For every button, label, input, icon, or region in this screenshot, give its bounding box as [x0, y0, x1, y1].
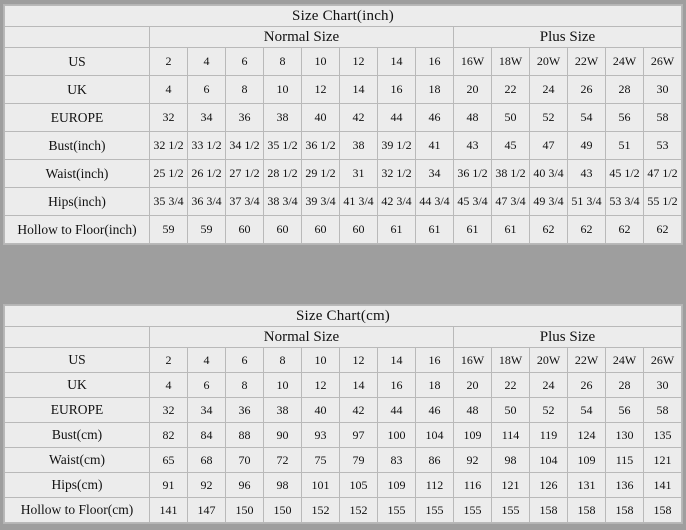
- data-cell: 70: [226, 448, 264, 473]
- data-cell: 16: [416, 348, 454, 373]
- data-cell: 53: [644, 132, 682, 160]
- data-cell: 46: [416, 398, 454, 423]
- data-cell: 100: [378, 423, 416, 448]
- data-cell: 62: [530, 216, 568, 244]
- data-cell: 60: [226, 216, 264, 244]
- data-cell: 34: [416, 160, 454, 188]
- size-chart-inch-table: [4, 5, 682, 244]
- data-cell: 14: [340, 373, 378, 398]
- data-cell: 22W: [568, 48, 606, 76]
- data-cell: 40: [302, 398, 340, 423]
- data-cell: 126: [530, 473, 568, 498]
- data-cell: 28: [606, 76, 644, 104]
- data-cell: 20: [454, 76, 492, 104]
- row-label: Hollow to Floor(cm): [5, 498, 150, 523]
- data-cell: 29 1/2: [302, 160, 340, 188]
- data-cell: 24: [530, 373, 568, 398]
- data-cell: 135: [644, 423, 682, 448]
- data-cell: 30: [644, 76, 682, 104]
- data-cell: 36: [226, 104, 264, 132]
- row-label: US: [5, 48, 150, 76]
- data-cell: 34: [188, 104, 226, 132]
- data-cell: 14: [378, 48, 416, 76]
- size-chart-cm: [3, 304, 683, 524]
- data-cell: 12: [302, 76, 340, 104]
- data-cell: 155: [454, 498, 492, 523]
- data-cell: 88: [226, 423, 264, 448]
- data-cell: 6: [226, 48, 264, 76]
- data-cell: 130: [606, 423, 644, 448]
- data-cell: 158: [644, 498, 682, 523]
- table-row: [5, 398, 682, 423]
- data-cell: 39 1/2: [378, 132, 416, 160]
- data-cell: 44: [378, 398, 416, 423]
- data-cell: 60: [264, 216, 302, 244]
- data-cell: 82: [150, 423, 188, 448]
- data-cell: 112: [416, 473, 454, 498]
- data-cell: 56: [606, 398, 644, 423]
- data-cell: 155: [416, 498, 454, 523]
- data-cell: 14: [340, 76, 378, 104]
- row-label: Hips(cm): [5, 473, 150, 498]
- data-cell: 97: [340, 423, 378, 448]
- data-cell: 61: [492, 216, 530, 244]
- data-cell: 36 1/2: [302, 132, 340, 160]
- row-label: US: [5, 348, 150, 373]
- data-cell: 121: [492, 473, 530, 498]
- data-cell: 26: [568, 76, 606, 104]
- chart-group-row: [5, 327, 682, 348]
- data-cell: 116: [454, 473, 492, 498]
- data-cell: 61: [378, 216, 416, 244]
- data-cell: 30: [644, 373, 682, 398]
- data-cell: 10: [302, 348, 340, 373]
- data-cell: 6: [226, 348, 264, 373]
- chart-title-row: [5, 306, 682, 327]
- data-cell: 39 3/4: [302, 188, 340, 216]
- data-cell: 46: [416, 104, 454, 132]
- data-cell: 52: [530, 398, 568, 423]
- data-cell: 58: [644, 104, 682, 132]
- chart-spacer: [3, 272, 683, 278]
- data-cell: 72: [264, 448, 302, 473]
- data-cell: 25 1/2: [150, 160, 188, 188]
- data-cell: 62: [606, 216, 644, 244]
- data-cell: 24W: [606, 348, 644, 373]
- data-cell: 124: [568, 423, 606, 448]
- data-cell: 16: [378, 76, 416, 104]
- data-cell: 41 3/4: [340, 188, 378, 216]
- row-label: UK: [5, 373, 150, 398]
- data-cell: 22: [492, 76, 530, 104]
- data-cell: 105: [340, 473, 378, 498]
- data-cell: 36 1/2: [454, 160, 492, 188]
- row-label: Hollow to Floor(inch): [5, 216, 150, 244]
- chart-title-row: [5, 6, 682, 27]
- row-label: EUROPE: [5, 398, 150, 423]
- data-cell: 75: [302, 448, 340, 473]
- data-cell: 38 1/2: [492, 160, 530, 188]
- data-cell: 26W: [644, 348, 682, 373]
- table-row: [5, 473, 682, 498]
- data-cell: 44: [378, 104, 416, 132]
- chart-group-header: Normal Size: [150, 327, 454, 348]
- data-cell: 40 3/4: [530, 160, 568, 188]
- data-cell: 20W: [530, 48, 568, 76]
- data-cell: 50: [492, 104, 530, 132]
- data-cell: 53 3/4: [606, 188, 644, 216]
- data-cell: 131: [568, 473, 606, 498]
- data-cell: 47 3/4: [492, 188, 530, 216]
- data-cell: 91: [150, 473, 188, 498]
- data-cell: 10: [302, 48, 340, 76]
- data-cell: 60: [340, 216, 378, 244]
- row-label: Bust(cm): [5, 423, 150, 448]
- data-cell: 90: [264, 423, 302, 448]
- data-cell: 136: [606, 473, 644, 498]
- data-cell: 60: [302, 216, 340, 244]
- data-cell: 79: [340, 448, 378, 473]
- data-cell: 158: [530, 498, 568, 523]
- data-cell: 10: [264, 373, 302, 398]
- data-cell: 62: [644, 216, 682, 244]
- row-label: EUROPE: [5, 104, 150, 132]
- data-cell: 114: [492, 423, 530, 448]
- data-cell: 83: [378, 448, 416, 473]
- data-cell: 51 3/4: [568, 188, 606, 216]
- data-cell: 45 1/2: [606, 160, 644, 188]
- data-cell: 8: [264, 48, 302, 76]
- data-cell: 8: [264, 348, 302, 373]
- chart-group-header: Normal Size: [150, 27, 454, 48]
- data-cell: 18: [416, 373, 454, 398]
- data-cell: 48: [454, 398, 492, 423]
- data-cell: 92: [454, 448, 492, 473]
- data-cell: 141: [644, 473, 682, 498]
- table-row: [5, 160, 682, 188]
- data-cell: 43: [454, 132, 492, 160]
- data-cell: 16: [416, 48, 454, 76]
- data-cell: 4: [150, 76, 188, 104]
- data-cell: 4: [188, 48, 226, 76]
- data-cell: 59: [150, 216, 188, 244]
- data-cell: 8: [226, 373, 264, 398]
- data-cell: 12: [302, 373, 340, 398]
- data-cell: 158: [606, 498, 644, 523]
- table-row: [5, 216, 682, 244]
- data-cell: 16: [378, 373, 416, 398]
- data-cell: 36 3/4: [188, 188, 226, 216]
- data-cell: 40: [302, 104, 340, 132]
- data-cell: 28: [606, 373, 644, 398]
- data-cell: 150: [264, 498, 302, 523]
- data-cell: 52: [530, 104, 568, 132]
- data-cell: 86: [416, 448, 454, 473]
- data-cell: 38: [264, 398, 302, 423]
- data-cell: 109: [568, 448, 606, 473]
- chart-group-header: Plus Size: [454, 327, 682, 348]
- data-cell: 54: [568, 398, 606, 423]
- data-cell: 42: [340, 398, 378, 423]
- table-row: [5, 132, 682, 160]
- table-row: [5, 188, 682, 216]
- data-cell: 12: [340, 48, 378, 76]
- data-cell: 38 3/4: [264, 188, 302, 216]
- data-cell: 36: [226, 398, 264, 423]
- data-cell: 16W: [454, 48, 492, 76]
- data-cell: 119: [530, 423, 568, 448]
- data-cell: 18: [416, 76, 454, 104]
- data-cell: 68: [188, 448, 226, 473]
- data-cell: 155: [492, 498, 530, 523]
- data-cell: 27 1/2: [226, 160, 264, 188]
- data-cell: 41: [416, 132, 454, 160]
- data-cell: 50: [492, 398, 530, 423]
- data-cell: 45: [492, 132, 530, 160]
- table-row: [5, 423, 682, 448]
- data-cell: 34 1/2: [226, 132, 264, 160]
- data-cell: 58: [644, 398, 682, 423]
- data-cell: 28 1/2: [264, 160, 302, 188]
- data-cell: 96: [226, 473, 264, 498]
- data-cell: 61: [416, 216, 454, 244]
- data-cell: 32: [150, 398, 188, 423]
- data-cell: 18W: [492, 48, 530, 76]
- data-cell: 35 1/2: [264, 132, 302, 160]
- data-cell: 141: [150, 498, 188, 523]
- data-cell: 4: [188, 348, 226, 373]
- data-cell: 61: [454, 216, 492, 244]
- row-label: Bust(inch): [5, 132, 150, 160]
- data-cell: 49: [568, 132, 606, 160]
- table-row: [5, 48, 682, 76]
- data-cell: 56: [606, 104, 644, 132]
- data-cell: 49 3/4: [530, 188, 568, 216]
- data-cell: 14: [378, 348, 416, 373]
- data-cell: 152: [340, 498, 378, 523]
- data-cell: 98: [492, 448, 530, 473]
- data-cell: 33 1/2: [188, 132, 226, 160]
- table-row: [5, 448, 682, 473]
- data-cell: 155: [378, 498, 416, 523]
- data-cell: 24W: [606, 48, 644, 76]
- chart-group-corner: [5, 327, 150, 348]
- data-cell: 10: [264, 76, 302, 104]
- table-row: [5, 498, 682, 523]
- data-cell: 32 1/2: [378, 160, 416, 188]
- data-cell: 115: [606, 448, 644, 473]
- data-cell: 34: [188, 398, 226, 423]
- data-cell: 20W: [530, 348, 568, 373]
- data-cell: 37 3/4: [226, 188, 264, 216]
- data-cell: 47 1/2: [644, 160, 682, 188]
- data-cell: 93: [302, 423, 340, 448]
- data-cell: 65: [150, 448, 188, 473]
- data-cell: 147: [188, 498, 226, 523]
- data-cell: 22: [492, 373, 530, 398]
- data-cell: 48: [454, 104, 492, 132]
- data-cell: 59: [188, 216, 226, 244]
- size-chart-cm-body: [5, 306, 682, 523]
- data-cell: 158: [568, 498, 606, 523]
- size-chart-inch-body: [5, 6, 682, 244]
- data-cell: 101: [302, 473, 340, 498]
- data-cell: 32: [150, 104, 188, 132]
- table-row: [5, 76, 682, 104]
- data-cell: 31: [340, 160, 378, 188]
- data-cell: 4: [150, 373, 188, 398]
- data-cell: 32 1/2: [150, 132, 188, 160]
- data-cell: 55 1/2: [644, 188, 682, 216]
- chart-group-corner: [5, 27, 150, 48]
- data-cell: 51: [606, 132, 644, 160]
- data-cell: 104: [416, 423, 454, 448]
- data-cell: 42: [340, 104, 378, 132]
- chart-title: Size Chart(cm): [5, 306, 682, 327]
- data-cell: 26W: [644, 48, 682, 76]
- chart-title: Size Chart(inch): [5, 6, 682, 27]
- data-cell: 2: [150, 348, 188, 373]
- data-cell: 6: [188, 76, 226, 104]
- table-row: [5, 104, 682, 132]
- data-cell: 62: [568, 216, 606, 244]
- data-cell: 24: [530, 76, 568, 104]
- data-cell: 35 3/4: [150, 188, 188, 216]
- data-cell: 45 3/4: [454, 188, 492, 216]
- row-label: Waist(cm): [5, 448, 150, 473]
- data-cell: 12: [340, 348, 378, 373]
- data-cell: 44 3/4: [416, 188, 454, 216]
- row-label: Waist(inch): [5, 160, 150, 188]
- data-cell: 38: [340, 132, 378, 160]
- row-label: Hips(inch): [5, 188, 150, 216]
- chart-group-header: Plus Size: [454, 27, 682, 48]
- data-cell: 47: [530, 132, 568, 160]
- data-cell: 26 1/2: [188, 160, 226, 188]
- data-cell: 98: [264, 473, 302, 498]
- size-chart-inch: [3, 4, 683, 245]
- table-row: [5, 348, 682, 373]
- data-cell: 152: [302, 498, 340, 523]
- data-cell: 2: [150, 48, 188, 76]
- data-cell: 38: [264, 104, 302, 132]
- size-chart-cm-table: [4, 305, 682, 523]
- data-cell: 84: [188, 423, 226, 448]
- data-cell: 22W: [568, 348, 606, 373]
- data-cell: 109: [454, 423, 492, 448]
- data-cell: 16W: [454, 348, 492, 373]
- data-cell: 121: [644, 448, 682, 473]
- data-cell: 6: [188, 373, 226, 398]
- data-cell: 20: [454, 373, 492, 398]
- data-cell: 104: [530, 448, 568, 473]
- data-cell: 42 3/4: [378, 188, 416, 216]
- chart-group-row: [5, 27, 682, 48]
- data-cell: 109: [378, 473, 416, 498]
- table-row: [5, 373, 682, 398]
- row-label: UK: [5, 76, 150, 104]
- data-cell: 150: [226, 498, 264, 523]
- data-cell: 54: [568, 104, 606, 132]
- data-cell: 92: [188, 473, 226, 498]
- data-cell: 26: [568, 373, 606, 398]
- data-cell: 18W: [492, 348, 530, 373]
- data-cell: 8: [226, 76, 264, 104]
- data-cell: 43: [568, 160, 606, 188]
